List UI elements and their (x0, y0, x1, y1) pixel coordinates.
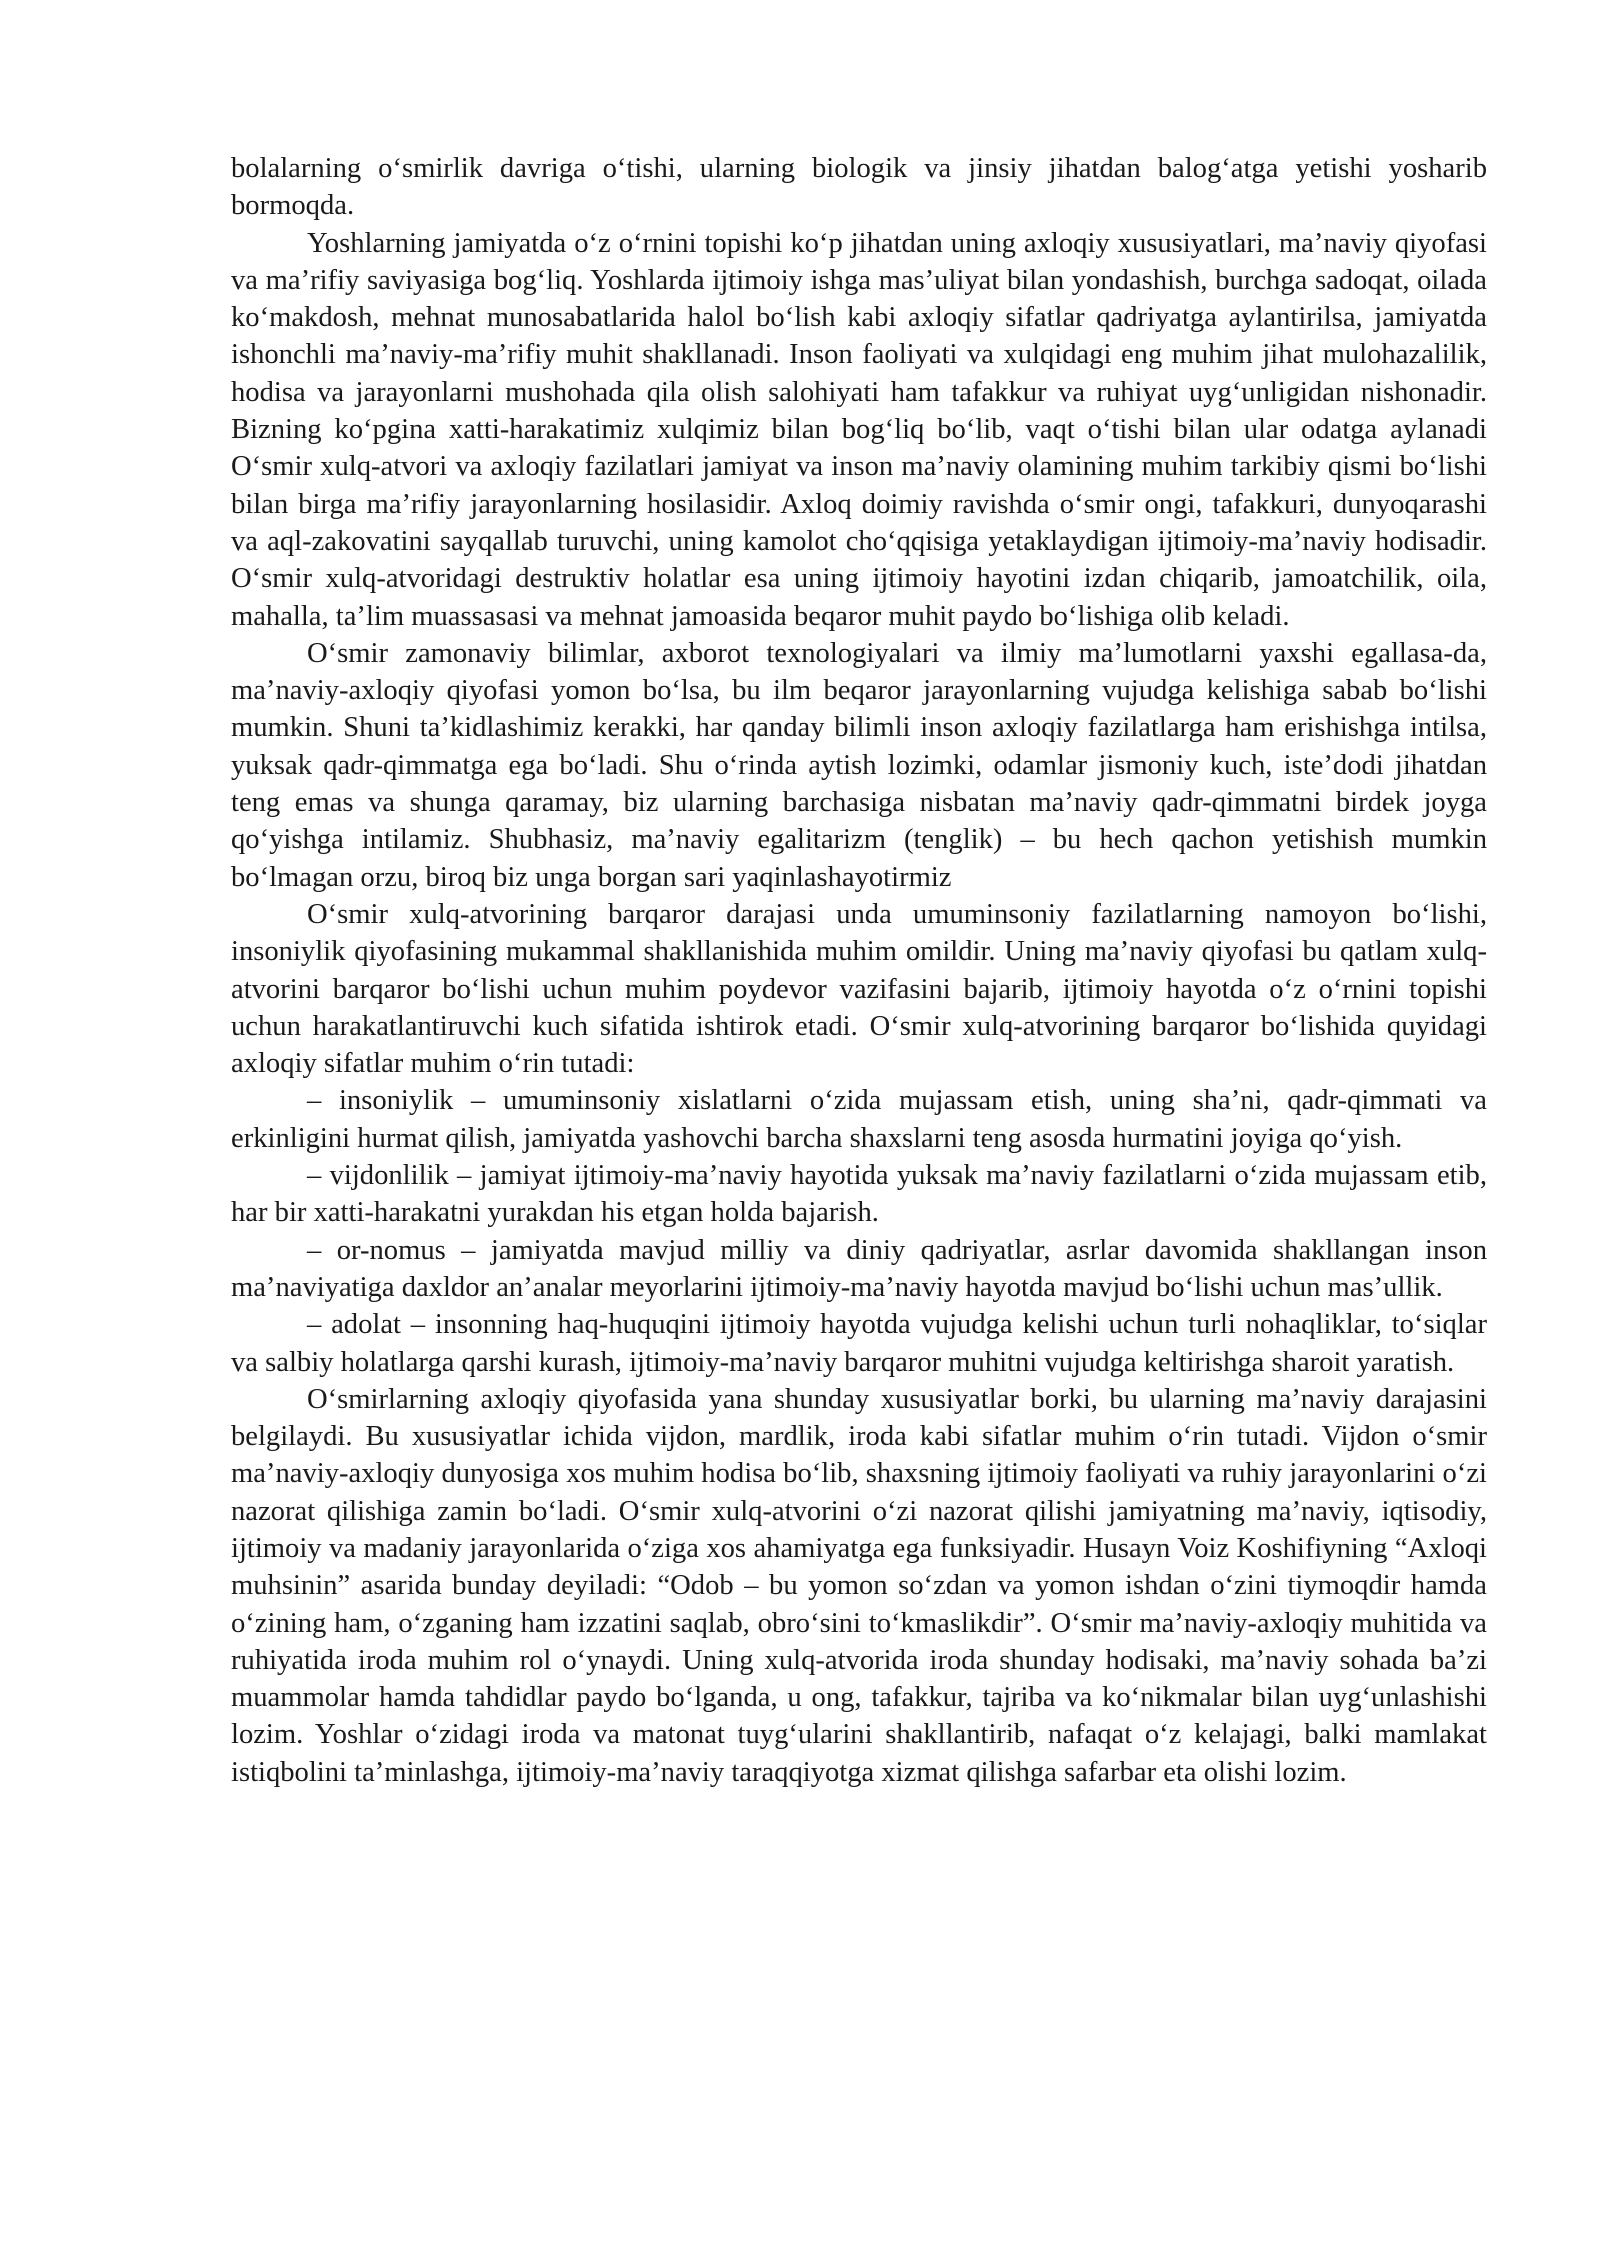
paragraph-knowledge-morality: Oʻsmir zamonaviy bilimlar, axborot texnologiyalari va ilmiy maʼlumotlarni yaxshi egallasa-da, maʼnaviy-axloqiy qiyofasi yomon boʻlsa, bu ilm beqaror jarayonlarning vujudga kelishiga sabab boʻlishi mumkin. Shuni taʼkidlashimiz kerakki, har qanday bilimli inson axloqiy fazilatlarga ham erishishga intilsa, yuksak qadr-qimmatga ega boʻladi. Shu oʻrinda aytish lozimki, odamlar jismoniy kuch, isteʼdodi jihatdan teng emas va shunga qaramay, biz ularning barchasiga nisbatan maʼnaviy qadr-qimmatni birdek joyga qoʻyishga intilamiz. Shubhasiz, maʼnaviy egalitarizm (tenglik) – bu hech qachon yetishish mumkin boʻlmagan orzu, biroq biz unga borgan sari yaqinlashayotirmiz (231, 637, 1487, 893)
list-item-honor: – or-nomus – jamiyatda mavjud milliy va diniy qadriyatlar, asrlar davomida shakllangan inson maʼnaviyatiga daxldor anʼanalar meyorlarini ijtimoiy-maʼnaviy hayotda mavjud boʻlishi uchun masʼullik. (231, 1234, 1487, 1303)
paragraph-youth-society: Yoshlarning jamiyatda oʻz oʻrnini topishi koʻp jihatdan uning axloqiy xususiyatlari, maʼnaviy qiyofasi va maʼrifiy saviyasiga bogʻliq. Yoshlarda ijtimoiy ishga masʼuliyat bilan yondashish, burchga sadoqat, oilada koʻmakdosh, mehnat munosabatlarida halol boʻlish kabi axloqiy sifatlar qadriyatga aylantirilsa, jamiyatda ishonchli maʼnaviy-maʼrifiy muhit shakllanadi. Inson faoliyati va xulqidagi eng muhim jihat mulohazalilik, hodisa va jarayonlarni mushohada qila olish salohiyati ham tafakkur va ruhiyat uygʻunligidan nishonadir. Bizning koʻpgina xatti-harakatimiz xulqimiz bilan bogʻliq boʻlib, vaqt oʻtishi bilan ular odatga aylanadi Oʻsmir xulq-atvori va axloqiy fazilatlari jamiyat va inson maʼnaviy olamining muhim tarkibiy qismi boʻlishi bilan birga maʼrifiy jarayonlarning hosilasidir. Axloq doimiy ravishda oʻsmir ongi, tafakkuri, dunyoqarashi va aql-zakovatini sayqallab turuvchi, uning kamolot choʻqqisiga yetaklaydigan ijtimoiy-maʼnaviy hodisadir. Oʻsmir xulq-atvoridagi destruktiv holatlar esa uning ijtimoiy hayotini izdan chiqarib, jamoatchilik, oila, mahalla, taʼlim muassasasi va mehnat jamoasida beqaror muhit paydo boʻlishiga olib keladi. (231, 227, 1487, 632)
document-page (231, 150, 1487, 1791)
paragraph-stable-behavior: Oʻsmir xulq-atvorining barqaror darajasi unda umuminsoniy fazilatlarning namoyon boʻlishi, insoniylik qiyofasining mukammal shakllanishida muhim omildir. Uning maʼnaviy qiyofasi bu qatlam xulq-atvorini barqaror boʻlishi uchun muhim poydevor vazifasini bajarib, ijtimoiy hayotda oʻz oʻrnini topishi uchun harakatlantiruvchi kuch sifatida ishtirok etadi. Oʻsmir xulq-atvorining barqaror boʻlishida quyidagi axloqiy sifatlar muhim oʻrin tutadi: (231, 898, 1487, 1080)
paragraph-conscience-will: Oʻsmirlarning axloqiy qiyofasida yana shunday xususiyatlar borki, bu ularning maʼnaviy darajasini belgilaydi. Bu xususiyatlar ichida vijdon, mardlik, iroda kabi sifatlar muhim oʻrin tutadi. Vijdon oʻsmir maʼnaviy-axloqiy dunyosiga xos muhim hodisa boʻlib, shaxsning ijtimoiy faoliyati va ruhiy jarayonlarini oʻzi nazorat qilishiga zamin boʻladi. Oʻsmir xulq-atvorini oʻzi nazorat qilishi jamiyatning maʼnaviy, iqtisodiy, ijtimoiy va madaniy jarayonlarida oʻziga xos ahamiyatga ega funksiyadir. Husayn Voiz Koshifiyning “Axloqi muhsinin” asarida bunday deyiladi: “Odob – bu yomon soʻzdan va yomon ishdan oʻzini tiymoqdir hamda oʻzining ham, oʻzganing ham izzatini saqlab, obroʻsini toʻkmaslikdir”. Oʻsmir maʼnaviy-axloqiy muhitida va ruhiyatida iroda muhim rol oʻynaydi. Uning xulq-atvorida iroda shunday hodisaki, maʼnaviy sohada baʼzi muammolar hamda tahdidlar paydo boʻlganda, u ong, tafakkur, tajriba va koʻnikmalar bilan uygʻunlashishi lozim. Yoshlar oʻzidagi iroda va matonat tuygʻularini shakllantirib, nafaqat oʻz kelajagi, balki mamlakat istiqbolini taʼminlashga, ijtimoiy-maʼnaviy taraqqiyotga xizmat qilishga safarbar eta olishi lozim. (231, 1383, 1487, 1788)
paragraph-intro-continuation: bolalarning oʻsmirlik davriga oʻtishi, ularning biologik va jinsiy jihatdan balogʻatga yetishi yosharib bormoqda. (231, 153, 1487, 222)
list-item-conscientiousness: – vijdonlilik – jamiyat ijtimoiy-maʼnaviy hayotida yuksak maʼnaviy fazilatlarni oʻzida mujassam etib, har bir xatti-harakatni yurakdan his etgan holda bajarish. (231, 1160, 1487, 1229)
list-item-justice: – adolat – insonning haq-huquqini ijtimoiy hayotda vujudga kelishi uchun turli nohaqliklar, toʻsiqlar va salbiy holatlarga qarshi kurash, ijtimoiy-maʼnaviy barqaror muhitni vujudga keltirishga sharoit yaratish. (231, 1309, 1487, 1378)
list-item-humanity: – insoniylik – umuminsoniy xislatlarni oʻzida mujassam etish, uning shaʼni, qadr-qimmati va erkinligini hurmat qilish, jamiyatda yashovchi barcha shaxslarni teng asosda hurmatini joyiga qoʻyish. (231, 1085, 1487, 1154)
